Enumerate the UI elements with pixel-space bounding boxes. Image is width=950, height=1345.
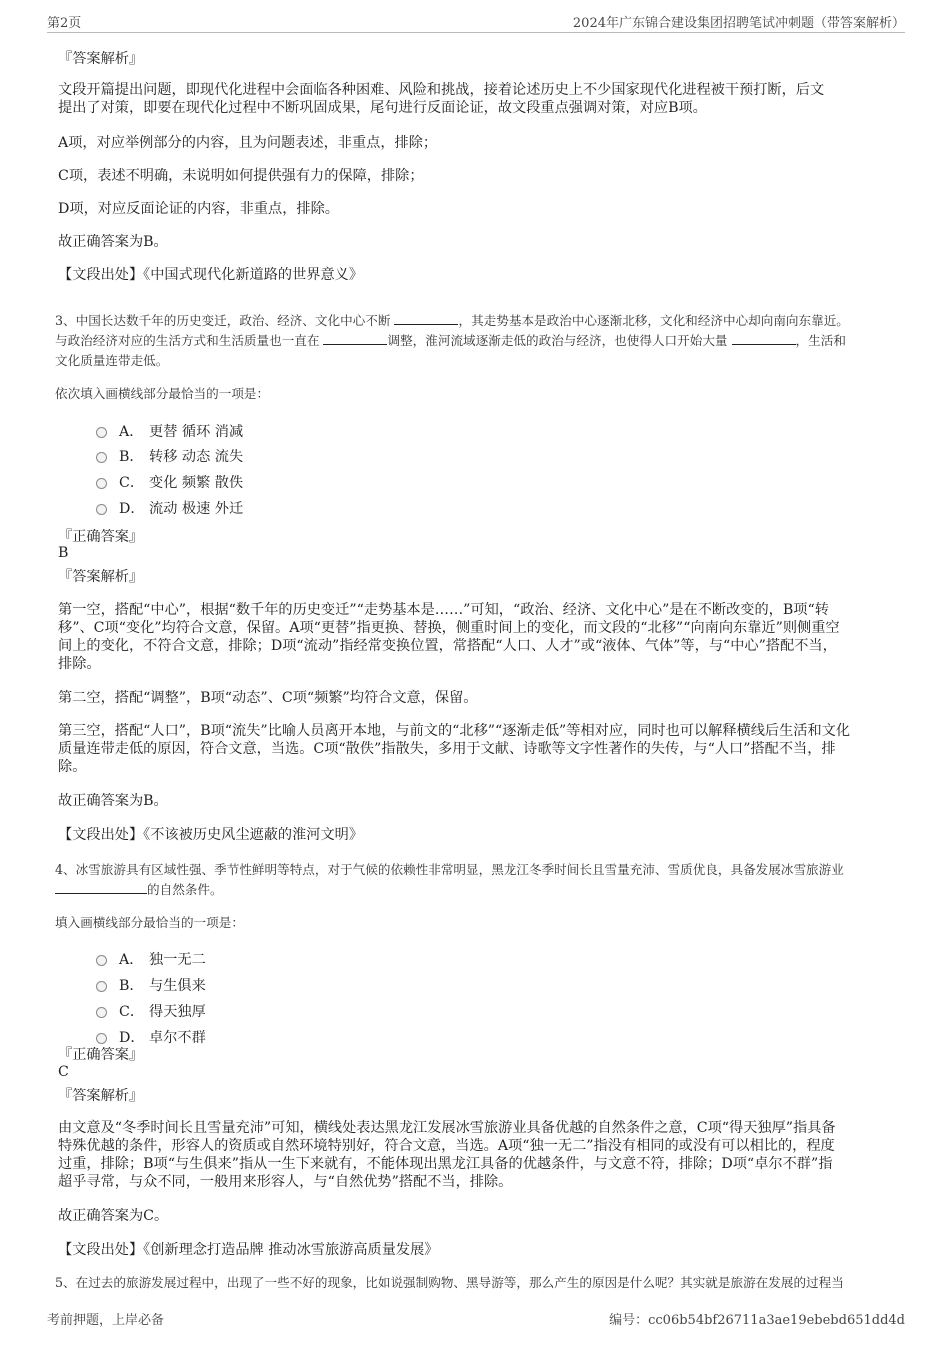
text-line: 除。 xyxy=(58,759,87,775)
radio-icon[interactable] xyxy=(96,478,107,489)
option-c-analysis: C项，表述不明确，未说明如何提供强有力的保障，排除； xyxy=(58,168,424,184)
text-line: 的自然条件。 xyxy=(55,880,915,900)
analysis-label: 『答案解析』 xyxy=(58,569,144,585)
text-line: 特殊优越的条件，形容人的资质或自然环境特别好，符合文意，当选。A项“独一无二”指没有相同的或没有可以相比的，程度 xyxy=(58,1138,835,1154)
text-line: 4、冰雪旅游具有区域性强、季节性鲜明等特点，对于气候的依赖性非常明显，黑龙江冬季时间长且雪量充沛、雪质优良，具备发展冰雪旅游业 xyxy=(55,862,844,877)
text-line: 排除。 xyxy=(58,656,101,672)
source-citation: 【文段出处】《创新理念打造品牌 推动冰雪旅游高质量发展》 xyxy=(58,1242,439,1258)
text-line: 提出了对策，即要在现代化过程中不断巩固成果，尾句进行反面论证，故文段重点强调对策，对应B项。 xyxy=(58,100,707,116)
answer-statement: 故正确答案为C。 xyxy=(58,1208,169,1224)
radio-icon[interactable] xyxy=(96,452,107,463)
radio-icon[interactable] xyxy=(96,955,107,966)
q3-option-d[interactable]: D． 流动 极速 外迁 xyxy=(96,498,243,518)
text-line: 超乎寻常，与众不同，一般用来形容人，与“自然优势”搭配不当，排除。 xyxy=(58,1174,513,1190)
answer-statement: 故正确答案为B。 xyxy=(58,234,168,250)
radio-icon[interactable] xyxy=(96,504,107,515)
q4-option-d[interactable]: D． 卓尔不群 xyxy=(96,1027,206,1047)
document-title: 2024年广东锦合建设集团招聘笔试冲刺题（带答案解析） xyxy=(572,16,905,31)
analysis-label: 『答案解析』 xyxy=(58,51,144,67)
radio-icon[interactable] xyxy=(96,427,107,438)
footer-slogan: 考前押题，上岸必备 xyxy=(47,1313,165,1328)
correct-answer-value: C xyxy=(58,1064,69,1080)
text-line: 由文意及“冬季时间长且雪量充沛”可知，横线处表达黑龙江发展冰雪旅游业具备优越的自然条件之意，C项“得天独厚”指具备 xyxy=(58,1120,836,1136)
question-3-prompt: 依次填入画横线部分最恰当的一项是： xyxy=(55,386,270,401)
analysis-label: 『答案解析』 xyxy=(58,1088,144,1104)
question-4-prompt: 填入画横线部分最恰当的一项是： xyxy=(55,915,244,930)
fill-blank xyxy=(323,331,387,345)
analysis-paragraph xyxy=(58,1119,836,1191)
text-line: 间上的变化，不符合文意，排除；D项“流动”指经常变换位置，常搭配“人口、人才”或“液体、气体”等，与“中心”搭配不当， xyxy=(58,638,837,654)
radio-icon[interactable] xyxy=(96,1007,107,1018)
correct-answer-label: 『正确答案』 xyxy=(58,1047,144,1063)
radio-icon[interactable] xyxy=(96,981,107,992)
text-line: 3、中国长达数千年的历史变迁，政治、经济、文化中心不断 ，其走势基本是政治中心逐渐北移，文化和经济中心却向南向东靠近。 xyxy=(55,313,849,328)
source-citation: 【文段出处】《中国式现代化新道路的世界意义》 xyxy=(58,267,364,283)
correct-answer-value: B xyxy=(58,545,69,561)
correct-answer-label: 『正确答案』 xyxy=(58,529,144,545)
question-5-stem: 5、在过去的旅游发展过程中，出现了一些不好的现象，比如说强制购物、黑导游等，那么产生的原因是什么呢？其实就是旅游在发展的过程当 xyxy=(55,1275,844,1290)
q4-option-b[interactable]: B． 与生俱来 xyxy=(96,975,206,995)
q4-option-c[interactable]: C． 得天独厚 xyxy=(96,1001,206,1021)
text-line: 与政治经济对应的生活方式和生活质量也一直在 调整，淮河流域逐渐走低的政治与经济，也使得人口开始大量 ，生活和 xyxy=(55,333,846,348)
answer-statement: 故正确答案为B。 xyxy=(58,793,168,809)
analysis-paragraph xyxy=(58,722,850,776)
source-citation: 【文段出处】《不该被历史风尘遮蔽的淮河文明》 xyxy=(58,827,364,843)
radio-icon[interactable] xyxy=(96,1033,107,1044)
option-a-analysis: A项，对应举例部分的内容，且为问题表述，非重点，排除； xyxy=(58,135,438,151)
page-header xyxy=(47,8,905,33)
text-line: 移”、C项“变化”均符合文意，保留。A项“更替”指更换、替换，侧重时间上的变化，而文段的“北移”“向南向东靠近”则侧重空 xyxy=(58,620,840,636)
text-line: 过重，排除；B项“与生俱来”指从一生下来就有，不能体现出黑龙江具备的优越条件，与文意不符，排除；D项“卓尔不群”指 xyxy=(58,1156,833,1172)
page-number: 第2页 xyxy=(47,16,82,31)
text-line: 第一空，搭配“中心”，根据“数千年的历史变迁”“走势基本是……”可知，“政治、经济、文化中心”是在不断改变的，B项“转 xyxy=(58,602,829,618)
fill-blank xyxy=(55,880,147,894)
q4-option-a[interactable]: A． 独一无二 xyxy=(96,949,206,969)
text-line: 质量连带走低的原因，符合文意，当选。C项“散佚”指散失，多用于文献、诗歌等文字性著作的失传，与“人口”搭配不当，排 xyxy=(58,741,836,757)
question-3-stem xyxy=(55,311,905,371)
text-line: 文段开篇提出问题，即现代化进程中会面临各种困难、风险和挑战，接着论述历史上不少国家现代化进程被干预打断，后文 xyxy=(58,82,825,98)
fill-blank xyxy=(394,311,458,325)
analysis-paragraph: 第二空，搭配“调整”，B项“动态”、C项“频繁”均符合文意，保留。 xyxy=(58,690,478,706)
fill-blank xyxy=(732,331,796,345)
question-4-stem xyxy=(55,860,915,900)
analysis-paragraph xyxy=(58,81,824,117)
q3-option-c[interactable]: C． 变化 频繁 散佚 xyxy=(96,472,243,492)
analysis-paragraph xyxy=(58,601,840,673)
q3-option-b[interactable]: B． 转移 动态 流失 xyxy=(96,446,243,466)
option-d-analysis: D项，对应反面论证的内容，非重点，排除。 xyxy=(58,201,339,217)
q3-option-a[interactable]: A． 更替 循环 消减 xyxy=(96,421,243,441)
document-code: 编号：cc06b54bf26711a3ae19ebebd651dd4d xyxy=(609,1313,905,1328)
text-line: 第三空，搭配“人口”，B项“流失”比喻人员离开本地，与前文的“北移”“逐渐走低”等相对应，同时也可以解释横线后生活和文化 xyxy=(58,723,851,739)
text-line: 文化质量连带走低。 xyxy=(55,353,169,368)
